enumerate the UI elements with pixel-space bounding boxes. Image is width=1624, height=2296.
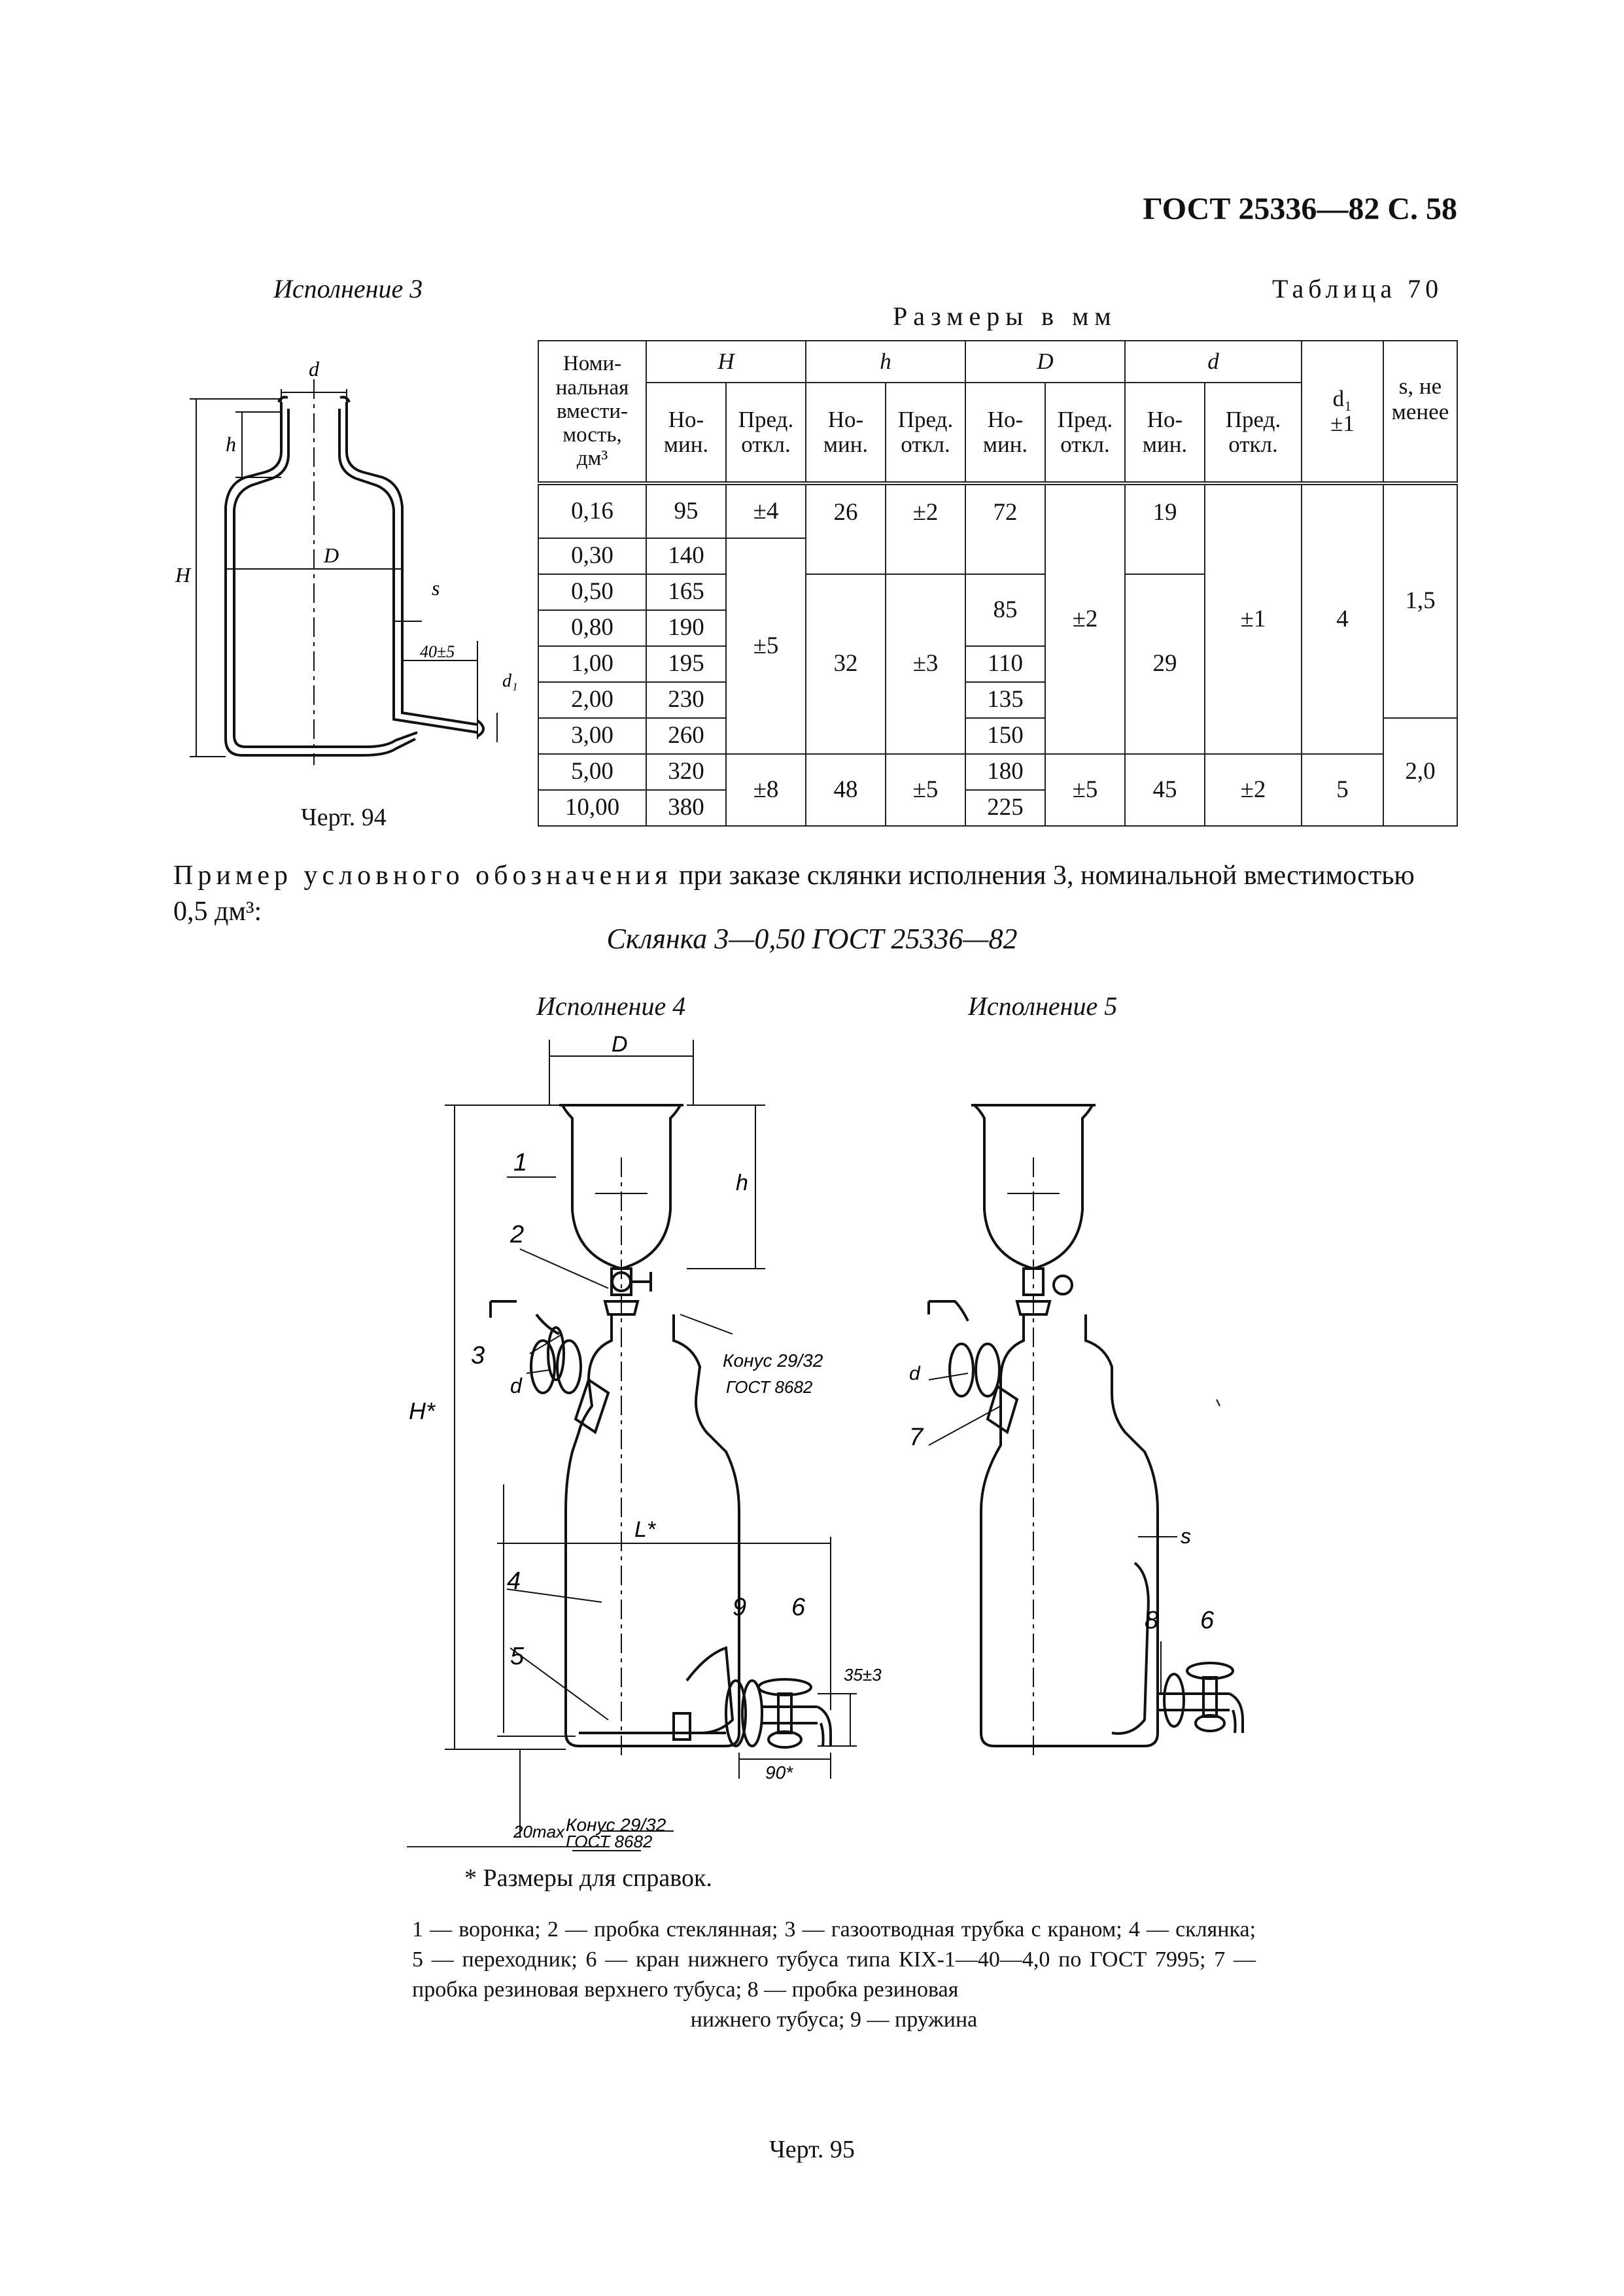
cell-D-deviation: ±2: [1045, 483, 1125, 754]
cell-d-nominal: 29: [1125, 574, 1205, 754]
legend-line-3: нижнего тубуса; 9 — пружина: [690, 2007, 978, 2032]
part-number-7: 7: [909, 1424, 924, 1451]
cell-h-nominal: 48: [806, 754, 886, 826]
drawing95-label-d: d: [510, 1374, 522, 1397]
cell-D-nominal: 135: [965, 682, 1045, 718]
designation-example-paragraph: [173, 858, 1455, 929]
cell-H-nominal: 190: [646, 610, 726, 646]
drawing95-label-dim-35: 35±3: [844, 1665, 882, 1685]
cell-H-deviation: ±4: [726, 483, 806, 538]
designation-example: Склянка 3—0,50 ГОСТ 25336—82: [606, 923, 1018, 955]
cell-H-nominal: 95: [646, 483, 726, 538]
cell-H-deviation: ±5: [726, 538, 806, 754]
cell-H-nominal: 140: [646, 538, 726, 574]
cell-D-nominal: 150: [965, 718, 1045, 754]
cell-s: 1,5: [1383, 483, 1457, 718]
cell-H-nominal: 230: [646, 682, 726, 718]
drawing95-label-cone-bottom-2: ГОСТ 8682: [566, 1832, 653, 1851]
header-nominal: Но- мин.: [806, 383, 886, 483]
drawing94-label-d: d: [309, 357, 319, 381]
part-number-1: 1: [513, 1149, 528, 1176]
cell-capacity: 2,00: [538, 682, 646, 718]
bottle-variant-3-drawing: [150, 347, 543, 791]
footnote-rule: [407, 1846, 610, 1847]
cell-capacity: 0,50: [538, 574, 646, 610]
cell-d-deviation: ±1: [1205, 483, 1302, 754]
drawing95-label-cone-bottom-1: Конус 29/32: [566, 1815, 666, 1835]
drawing95-label-cone-top-2: ГОСТ 8682: [726, 1377, 813, 1397]
drawing95-v5-label-s: s: [1181, 1524, 1191, 1548]
legend-line-1: 1 — воронка; 2 — пробка стеклянная; 3 — газоотводная трубка с краном;: [412, 1917, 1122, 1942]
cell-capacity: 3,00: [538, 718, 646, 754]
part-number-8: 8: [1145, 1607, 1159, 1634]
cell-D-nominal: 72: [965, 483, 1045, 574]
header-nominal: Но- мин.: [1125, 383, 1205, 483]
cell-capacity: 0,80: [538, 610, 646, 646]
legend-line-2: 4 — склянка; 5 — переходник; 6 — кран нижнего тубуса типа КIX-1—40—4,0 по ГОСТ 7995; 7 — пробка резиновая верхнего тубуса; 8 — пробка резиновая: [412, 1917, 1256, 2002]
drawing95-label-D: D: [612, 1032, 628, 1057]
header-d: d: [1125, 341, 1302, 383]
cell-d-deviation: ±2: [1205, 754, 1302, 826]
table-units: Размеры в мм: [893, 301, 1117, 331]
header-H: H: [646, 341, 806, 383]
drawing94-label-d1: d₁: [502, 671, 518, 691]
drawing94-label-H: H: [175, 563, 191, 587]
cell-capacity: 0,16: [538, 483, 646, 538]
cell-D-deviation: ±5: [1045, 754, 1125, 826]
footnote: * Размеры для справок.: [464, 1864, 712, 1892]
cell-h-nominal: 26: [806, 483, 886, 574]
cell-h-deviation: ±2: [886, 483, 965, 574]
part-number-4: 4: [507, 1568, 521, 1595]
apparatus-variant-5-drawing: [903, 1027, 1308, 1766]
drawing95-label-h: h: [736, 1171, 748, 1195]
parts-legend: [412, 1915, 1256, 2035]
cell-H-nominal: 320: [646, 754, 726, 790]
drawing95-label-dim-20: 20max: [513, 1822, 565, 1842]
cell-h-nominal: 32: [806, 574, 886, 754]
drawing-94-caption: Черт. 94: [301, 804, 387, 831]
header-d1: d₁ ±1: [1302, 341, 1383, 483]
drawing-95-caption: Черт. 95: [769, 2136, 855, 2163]
header-capacity: Номи- нальная вмести- мость, дм³: [538, 341, 646, 483]
cell-H-nominal: 165: [646, 574, 726, 610]
cell-H-nominal: 260: [646, 718, 726, 754]
part-number-6-v5: 6: [1200, 1607, 1215, 1634]
header-deviation: Пред. откл.: [1045, 383, 1125, 483]
cell-d-nominal: 19: [1125, 483, 1205, 574]
variant-4-label: Исполнение 4: [536, 991, 686, 1021]
cell-H-nominal: 380: [646, 790, 726, 826]
header-D: D: [965, 341, 1125, 383]
drawing95-label-L-star: L*: [634, 1517, 656, 1542]
page-header: ГОСТ 25336—82 С. 58: [1143, 192, 1457, 226]
drawing95-label-H-star: H*: [409, 1397, 436, 1424]
header-deviation: Пред. откл.: [886, 383, 965, 483]
table-row: [538, 754, 1457, 790]
drawing94-label-h: h: [226, 432, 236, 456]
header-deviation: Пред. откл.: [726, 383, 806, 483]
apparatus-variant-4-drawing: [399, 1027, 896, 1851]
cell-H-deviation: ±8: [726, 754, 806, 826]
dimensions-table: [538, 340, 1458, 827]
cell-d1: 4: [1302, 483, 1383, 754]
part-number-5: 5: [510, 1643, 525, 1670]
drawing95-label-cone-top-1: Конус 29/32: [723, 1350, 823, 1371]
cell-s: 2,0: [1383, 718, 1457, 826]
cell-d-nominal: 45: [1125, 754, 1205, 826]
drawing94-label-s: s: [432, 576, 440, 600]
cell-D-nominal: 180: [965, 754, 1045, 790]
drawing95-v5-label-d: d: [909, 1363, 920, 1384]
table-title: Таблица 70: [1272, 274, 1443, 303]
cell-H-nominal: 195: [646, 646, 726, 682]
variant-3-label: Исполнение 3: [273, 274, 423, 303]
header-h: h: [806, 341, 965, 383]
cell-capacity: 1,00: [538, 646, 646, 682]
header-s: s, не менее: [1383, 341, 1457, 483]
cell-capacity: 10,00: [538, 790, 646, 826]
part-number-2: 2: [510, 1221, 525, 1248]
header-nominal: Но- мин.: [965, 383, 1045, 483]
drawing94-label-D: D: [324, 543, 339, 567]
cell-D-nominal: 85: [965, 574, 1045, 646]
cell-D-nominal: 225: [965, 790, 1045, 826]
part-number-6: 6: [791, 1594, 806, 1621]
header-nominal: Но- мин.: [646, 383, 726, 483]
table-row: [538, 483, 1457, 538]
cell-D-nominal: 110: [965, 646, 1045, 682]
drawing94-label-dim: 40±5: [420, 642, 455, 661]
part-number-9: 9: [733, 1594, 747, 1621]
cell-h-deviation: ±5: [886, 754, 965, 826]
cell-capacity: 0,30: [538, 538, 646, 574]
cell-d1: 5: [1302, 754, 1383, 826]
part-number-3: 3: [471, 1342, 485, 1369]
cell-capacity: 5,00: [538, 754, 646, 790]
header-deviation: Пред. откл.: [1205, 383, 1302, 483]
example-text: при заказе склянки исполнения 3, номинальной вместимостью 0,5 дм³:: [173, 861, 1415, 927]
drawing95-label-dim-90: 90*: [765, 1762, 793, 1783]
variant-5-label: Исполнение 5: [968, 991, 1118, 1021]
example-lead: Пример условного обозначения: [173, 861, 672, 891]
cell-h-deviation: ±3: [886, 574, 965, 754]
